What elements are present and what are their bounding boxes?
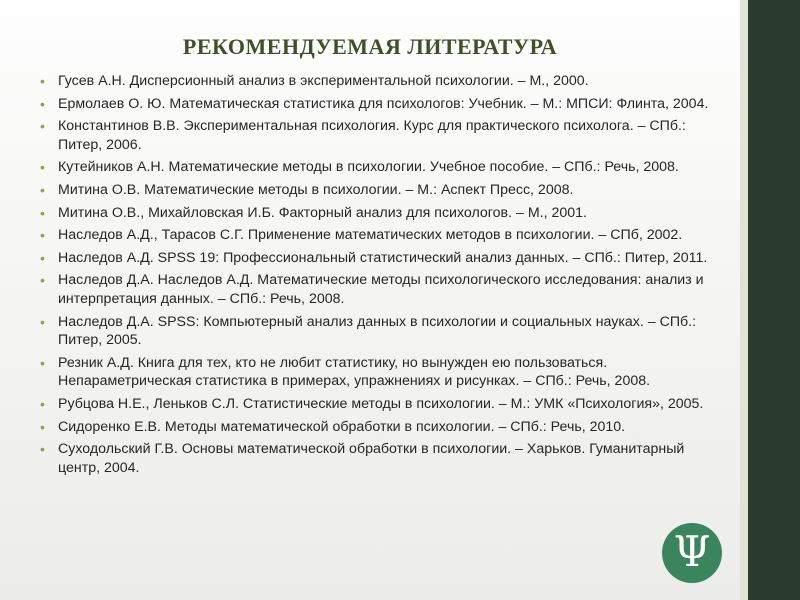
bullet-icon: • xyxy=(40,204,45,221)
reference-text: Ермолаев О. Ю. Математическая статистика для психологов: Учебник. – М.: МПСИ: Флинта, 2004. xyxy=(58,95,709,112)
reference-item xyxy=(40,395,730,414)
reference-item xyxy=(40,181,730,200)
reference-text: Суходольский Г.В. Основы математической обработки в психологии. – Харьков. Гуманитарный центр, 2004. xyxy=(58,441,685,476)
reference-text: Наследов А.Д., Тарасов С.Г. Применение математических методов в психологии. – СПб, 2002. xyxy=(58,227,683,244)
reference-item xyxy=(40,72,730,91)
side-bar-accent xyxy=(740,0,748,600)
reference-text: Наследов А.Д. SPSS 19: Профессиональный статистический анализ данных. – СПб.: Питер, 2011. xyxy=(58,249,708,266)
reference-item xyxy=(40,226,730,245)
reference-text: Рубцова Н.Е., Леньков С.Л. Статистические методы в психологии. – М.: УМК «Психология», 2005. xyxy=(58,395,704,412)
reference-text: Митина О.В. Математические методы в психологии. – М.: Аспект Пресс, 2008. xyxy=(58,181,574,198)
reference-item xyxy=(40,418,730,437)
bullet-icon: • xyxy=(40,441,45,458)
bullet-icon: • xyxy=(40,118,45,135)
bullet-icon: • xyxy=(40,354,45,371)
bullet-icon: • xyxy=(40,159,45,176)
reference-item xyxy=(40,440,730,477)
bullet-icon: • xyxy=(40,95,45,112)
reference-list xyxy=(40,72,730,481)
reference-item xyxy=(40,117,730,154)
reference-item xyxy=(40,158,730,177)
bullet-icon: • xyxy=(40,418,45,435)
reference-item xyxy=(40,271,730,308)
reference-item xyxy=(40,249,730,268)
reference-text: Кутейников А.Н. Математические методы в психологии. Учебное пособие. – СПб.: Речь, 2008. xyxy=(58,159,679,176)
bullet-icon: • xyxy=(40,181,45,198)
reference-text: Наследов Д.А. SPSS: Компьютерный анализ данных в психологии и социальных науках. – СПб.: Питер, 2005. xyxy=(58,313,697,349)
bullet-icon: • xyxy=(40,73,45,89)
reference-item xyxy=(40,313,730,350)
reference-text: Наследов Д.А. Наследов А.Д. Математические методы психологического исследования: анализ и интерпретация данных. – СПб.: Речь, 2008. xyxy=(58,272,704,307)
reference-text: Митина О.В., Михайловская И.Б. Факторный анализ для психологов. – М., 2001. xyxy=(58,204,587,221)
reference-text: Гусев А.Н. Дисперсионный анализ в экспериментальной психологии. – М., 2000. xyxy=(58,73,589,89)
side-bar xyxy=(748,0,800,600)
reference-item xyxy=(40,204,730,223)
bullet-icon: • xyxy=(40,249,45,266)
psi-icon: Ψ xyxy=(673,527,711,576)
bullet-icon: • xyxy=(40,395,45,412)
bullet-icon: • xyxy=(40,272,45,289)
reference-text: Резник А.Д. Книга для тех, кто не любит статистику, но вынужден ею пользоваться. Непараметрическая статистика в примерах, упражнениях и рисунках. – СПб.: Речь, 2008. xyxy=(58,354,651,390)
psi-logo xyxy=(662,523,722,583)
bullet-icon: • xyxy=(40,313,45,330)
bullet-icon: • xyxy=(40,227,45,244)
reference-text: Сидоренко Е.В. Методы математической обработки в психологии. – СПб.: Речь, 2010. xyxy=(58,418,626,435)
reference-item xyxy=(40,354,730,391)
reference-item xyxy=(40,95,730,114)
slide-title: РЕКОМЕНДУЕМАЯ ЛИТЕРАТУРА xyxy=(182,34,558,59)
reference-text: Константинов В.В. Экспериментальная психология. Курс для практического психолога. – СПб.: Питер, 2006. xyxy=(58,118,686,153)
